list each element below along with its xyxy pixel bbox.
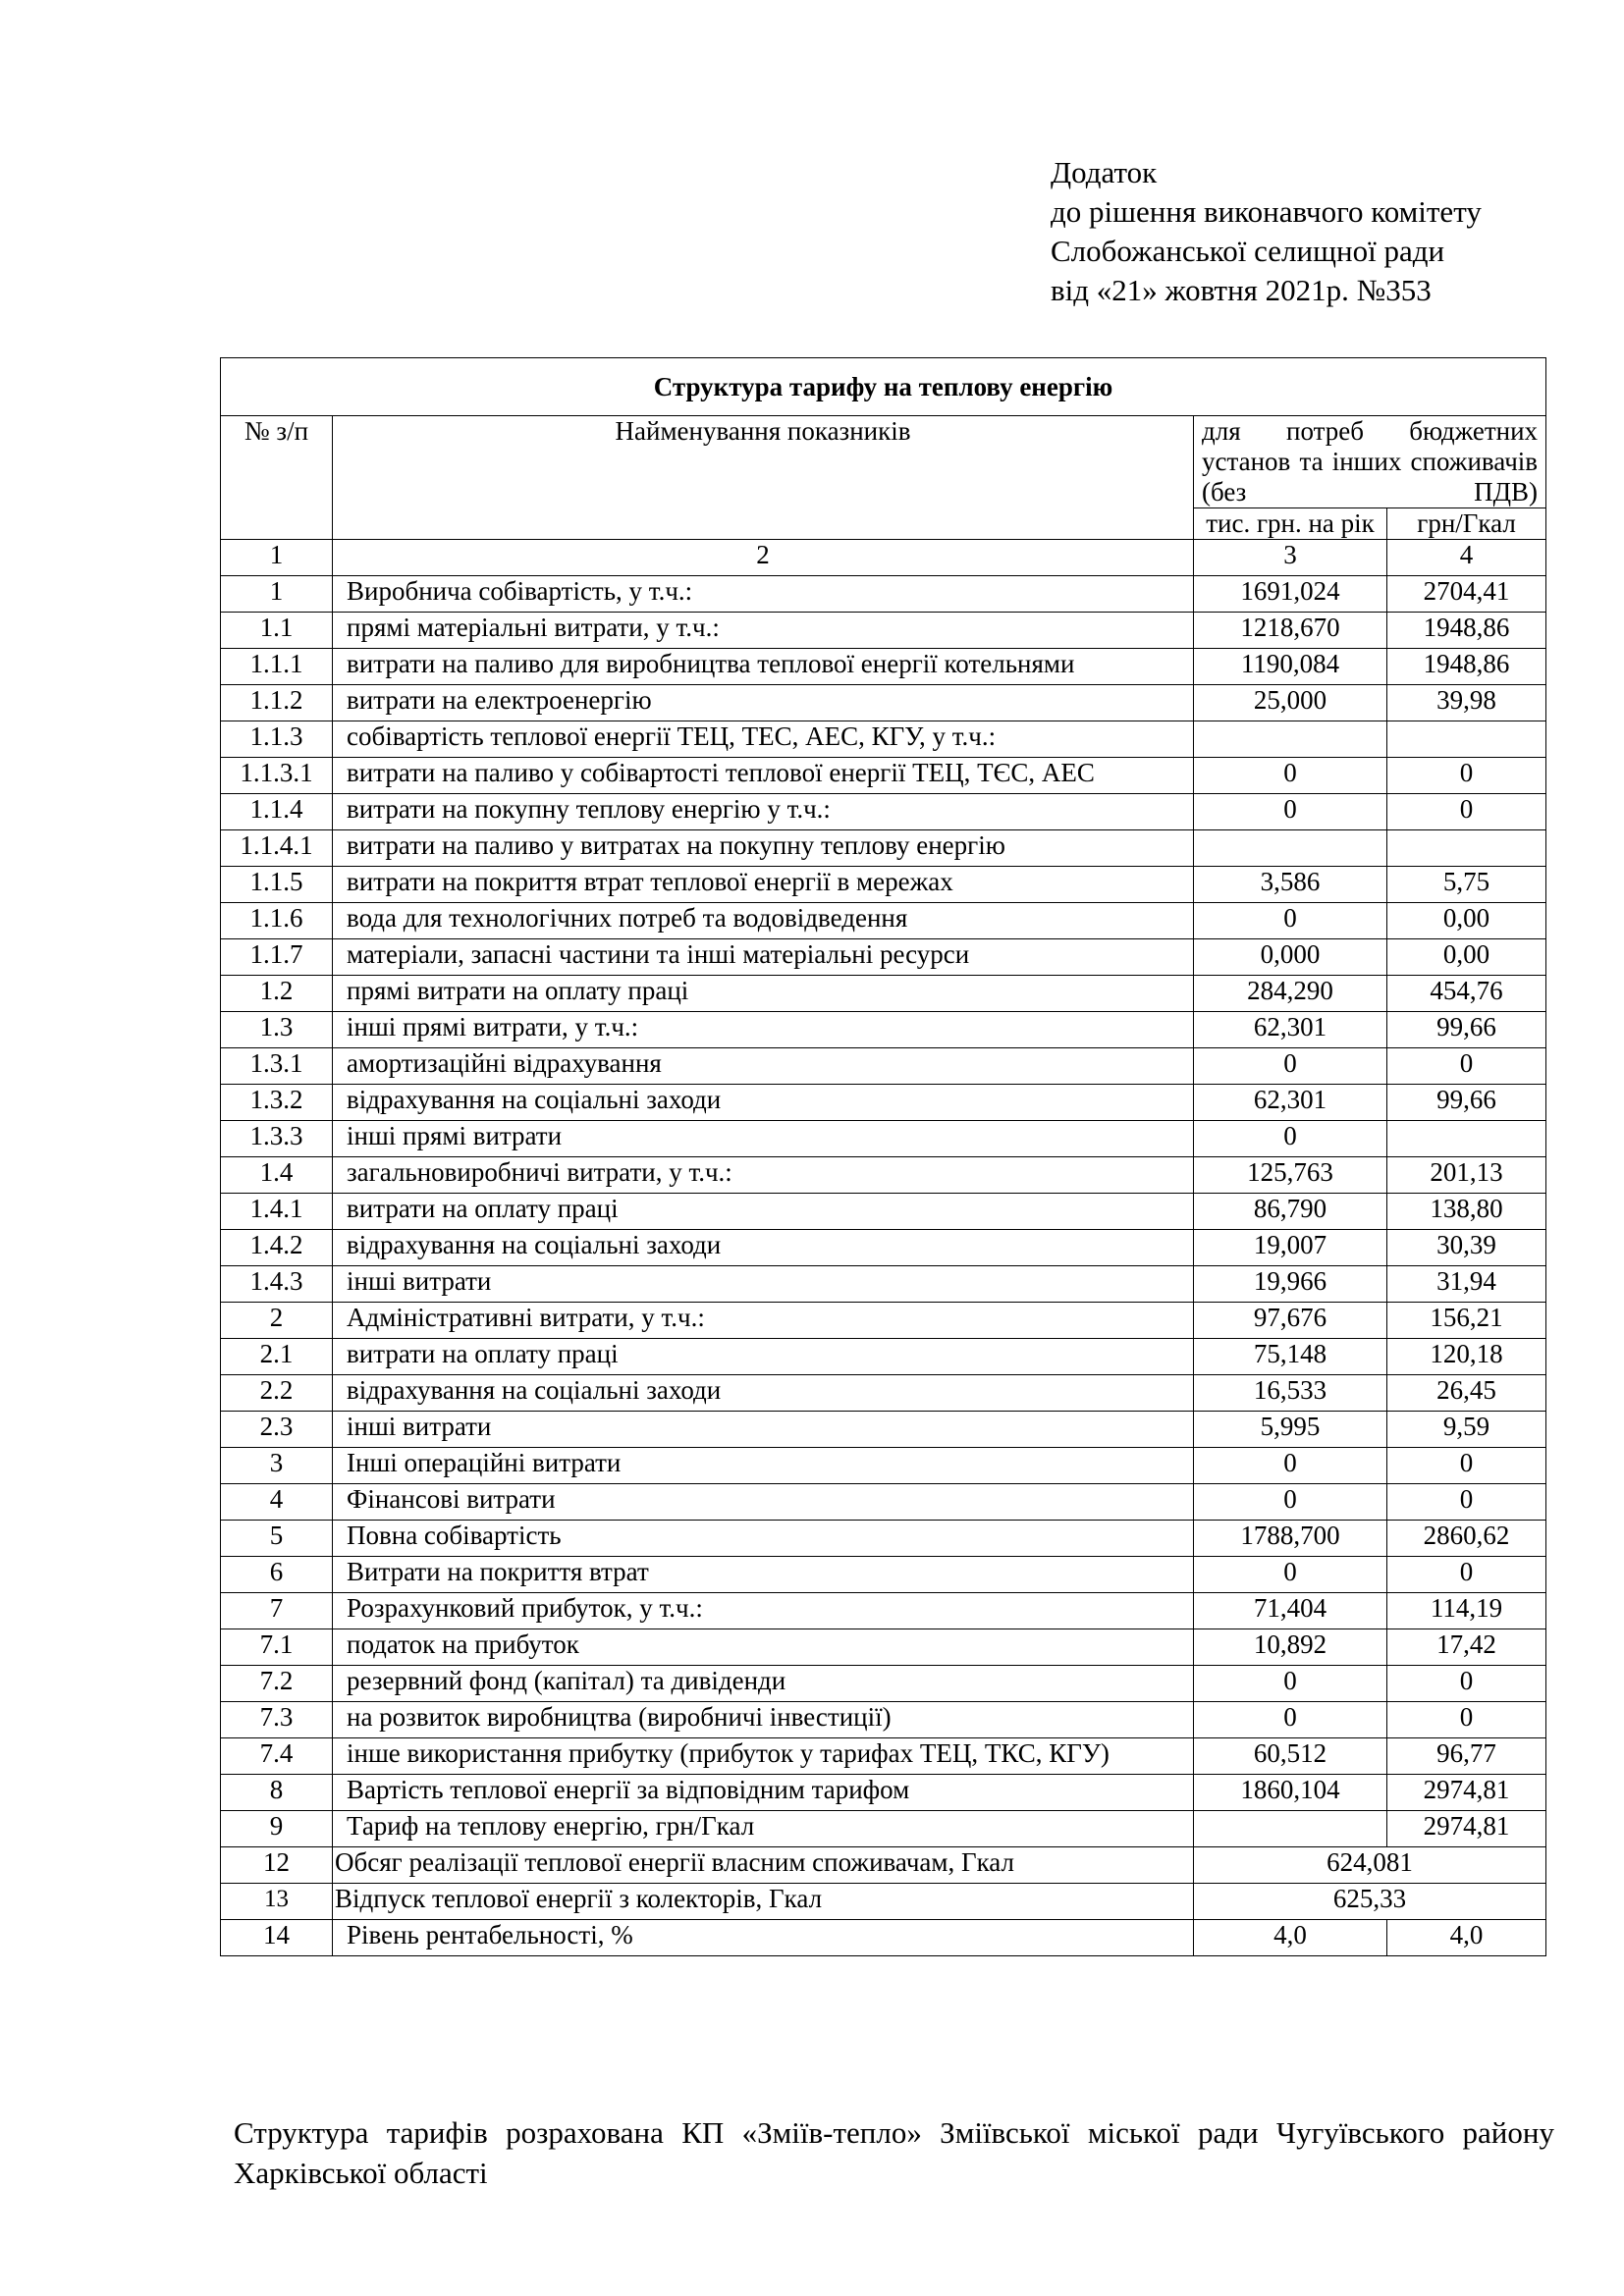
row-number: 1.4.1 (221, 1194, 333, 1230)
row-number: 7.4 (221, 1738, 333, 1775)
table-row (221, 758, 1546, 794)
row-value-uah-gcal: 4,0 (1387, 1920, 1546, 1956)
row-name: Інші операційні витрати (333, 1448, 1194, 1484)
row-name: інші витрати (333, 1266, 1194, 1303)
col-header-name: Найменування показників (333, 416, 1194, 540)
row-name: Розрахунковий прибуток, у т.ч.: (333, 1593, 1194, 1629)
table-title: Структура тарифу на теплову енергію (221, 358, 1546, 416)
row-name: вода для технологічних потреб та водовідведення (333, 903, 1194, 939)
row-name: матеріали, запасні частини та інші матеріальні ресурси (333, 939, 1194, 976)
row-number: 1.1.7 (221, 939, 333, 976)
table-row (221, 576, 1546, 613)
table-row (221, 1375, 1546, 1412)
row-value-thousand-uah: 62,301 (1194, 1012, 1387, 1048)
row-name: Рівень рентабельності, % (333, 1920, 1194, 1956)
col-header-number: № з/п (221, 416, 333, 540)
row-name: витрати на паливо у витратах на покупну теплову енергію (333, 830, 1194, 867)
row-value-thousand-uah (1194, 830, 1387, 867)
row-name: прямі витрати на оплату праці (333, 976, 1194, 1012)
row-number: 1.4.3 (221, 1266, 333, 1303)
row-value-uah-gcal: 0 (1387, 1557, 1546, 1593)
row-value-uah-gcal: 1948,86 (1387, 649, 1546, 685)
row-number: 13 (221, 1884, 333, 1920)
row-number: 5 (221, 1521, 333, 1557)
row-value-thousand-uah: 10,892 (1194, 1629, 1387, 1666)
row-value-uah-gcal: 31,94 (1387, 1266, 1546, 1303)
row-value-thousand-uah: 125,763 (1194, 1157, 1387, 1194)
table-row (221, 867, 1546, 903)
index-cell: 3 (1194, 540, 1387, 576)
header-line: від «21» жовтня 2021р. №353 (1051, 273, 1432, 307)
col-header-uah-gcal: грн/Гкал (1387, 508, 1546, 540)
row-number: 2.2 (221, 1375, 333, 1412)
row-number: 1.4.2 (221, 1230, 333, 1266)
row-name: витрати на оплату праці (333, 1339, 1194, 1375)
table-row (221, 685, 1546, 721)
table-row (221, 1666, 1546, 1702)
row-name: собівартість теплової енергії ТЕЦ, ТЕС, АЕС, КГУ, у т.ч.: (333, 721, 1194, 758)
table-row (221, 613, 1546, 649)
row-value-uah-gcal: 138,80 (1387, 1194, 1546, 1230)
row-name: Обсяг реалізації теплової енергії власним споживачам, Гкал (333, 1847, 1194, 1884)
row-name: відрахування на соціальні заходи (333, 1230, 1194, 1266)
row-name: витрати на оплату праці (333, 1194, 1194, 1230)
header-line: Додаток (1051, 155, 1158, 189)
row-value-uah-gcal: 2860,62 (1387, 1521, 1546, 1557)
row-name: Виробнича собівартість, у т.ч.: (333, 576, 1194, 613)
row-number: 1.4 (221, 1157, 333, 1194)
table-row (221, 1811, 1546, 1847)
row-value-thousand-uah: 0 (1194, 1484, 1387, 1521)
row-value-thousand-uah: 284,290 (1194, 976, 1387, 1012)
row-number: 1.3 (221, 1012, 333, 1048)
row-name: Відпуск теплової енергії з колекторів, Гкал (333, 1884, 1194, 1920)
row-number: 1.1.1 (221, 649, 333, 685)
table-row (221, 1629, 1546, 1666)
table-row (221, 1121, 1546, 1157)
table-row (221, 1339, 1546, 1375)
row-value-uah-gcal: 39,98 (1387, 685, 1546, 721)
row-name: Адміністративні витрати, у т.ч.: (333, 1303, 1194, 1339)
row-value-uah-gcal: 2974,81 (1387, 1811, 1546, 1847)
table-row (221, 1048, 1546, 1085)
row-value-thousand-uah: 0 (1194, 1121, 1387, 1157)
row-value-merged: 625,33 (1194, 1884, 1546, 1920)
row-number: 1.3.1 (221, 1048, 333, 1085)
table-row (221, 1593, 1546, 1629)
row-number: 1.1.6 (221, 903, 333, 939)
row-value-uah-gcal: 99,66 (1387, 1012, 1546, 1048)
row-name: відрахування на соціальні заходи (333, 1085, 1194, 1121)
row-value-thousand-uah: 1860,104 (1194, 1775, 1387, 1811)
row-value-thousand-uah: 4,0 (1194, 1920, 1387, 1956)
row-number: 2.1 (221, 1339, 333, 1375)
row-number: 1.1.4.1 (221, 830, 333, 867)
table-row (221, 1521, 1546, 1557)
row-value-uah-gcal: 0 (1387, 794, 1546, 830)
row-value-thousand-uah: 0 (1194, 1557, 1387, 1593)
row-value-thousand-uah: 5,995 (1194, 1412, 1387, 1448)
row-number: 14 (221, 1920, 333, 1956)
index-cell: 1 (221, 540, 333, 576)
row-value-thousand-uah: 62,301 (1194, 1085, 1387, 1121)
header-line: до рішення виконавчого комітету (1051, 194, 1482, 229)
table-row (221, 649, 1546, 685)
row-value-thousand-uah: 16,533 (1194, 1375, 1387, 1412)
row-value-thousand-uah: 75,148 (1194, 1339, 1387, 1375)
row-name: Повна собівартість (333, 1521, 1194, 1557)
row-number: 3 (221, 1448, 333, 1484)
row-number: 7.1 (221, 1629, 333, 1666)
table-row (221, 1920, 1546, 1956)
row-name: амортизаційні відрахування (333, 1048, 1194, 1085)
row-value-thousand-uah: 0,000 (1194, 939, 1387, 976)
row-value-uah-gcal: 201,13 (1387, 1157, 1546, 1194)
row-value-uah-gcal: 1948,86 (1387, 613, 1546, 649)
table-row (221, 830, 1546, 867)
row-value-thousand-uah: 0 (1194, 758, 1387, 794)
row-value-uah-gcal: 0 (1387, 1448, 1546, 1484)
row-value-thousand-uah: 1218,670 (1194, 613, 1387, 649)
row-name: витрати на електроенергію (333, 685, 1194, 721)
row-value-thousand-uah: 86,790 (1194, 1194, 1387, 1230)
row-value-thousand-uah: 71,404 (1194, 1593, 1387, 1629)
row-value-thousand-uah: 19,007 (1194, 1230, 1387, 1266)
row-name: податок на прибуток (333, 1629, 1194, 1666)
row-value-uah-gcal: 0 (1387, 1666, 1546, 1702)
header-line: Слобожанської селищної ради (1051, 234, 1445, 268)
row-value-thousand-uah (1194, 1811, 1387, 1847)
table-row (221, 1484, 1546, 1521)
row-name: інші прямі витрати (333, 1121, 1194, 1157)
row-number: 7 (221, 1593, 333, 1629)
row-value-uah-gcal: 120,18 (1387, 1339, 1546, 1375)
row-name: прямі матеріальні витрати, у т.ч.: (333, 613, 1194, 649)
row-value-thousand-uah: 1190,084 (1194, 649, 1387, 685)
row-name: Фінансові витрати (333, 1484, 1194, 1521)
table-row (221, 721, 1546, 758)
row-number: 2.3 (221, 1412, 333, 1448)
row-number: 1.1.5 (221, 867, 333, 903)
row-value-uah-gcal: 0 (1387, 758, 1546, 794)
table-row (221, 939, 1546, 976)
row-value-merged: 624,081 (1194, 1847, 1546, 1884)
row-value-thousand-uah: 97,676 (1194, 1303, 1387, 1339)
row-number: 1.3.3 (221, 1121, 333, 1157)
row-number: 1.1.3 (221, 721, 333, 758)
row-value-thousand-uah: 19,966 (1194, 1266, 1387, 1303)
row-number: 4 (221, 1484, 333, 1521)
row-number: 2 (221, 1303, 333, 1339)
row-number: 1.3.2 (221, 1085, 333, 1121)
row-value-uah-gcal: 5,75 (1387, 867, 1546, 903)
row-value-thousand-uah: 60,512 (1194, 1738, 1387, 1775)
row-number: 7.2 (221, 1666, 333, 1702)
row-value-thousand-uah (1194, 721, 1387, 758)
table-row (221, 1702, 1546, 1738)
table-row (221, 1738, 1546, 1775)
row-name: загальновиробничі витрати, у т.ч.: (333, 1157, 1194, 1194)
index-cell: 2 (333, 540, 1194, 576)
row-name: Витрати на покриття втрат (333, 1557, 1194, 1593)
row-number: 1.1.3.1 (221, 758, 333, 794)
row-value-uah-gcal: 0 (1387, 1702, 1546, 1738)
table-row (221, 1266, 1546, 1303)
row-value-uah-gcal: 99,66 (1387, 1085, 1546, 1121)
table-row (221, 1847, 1546, 1884)
table-row (221, 1448, 1546, 1484)
table-row (221, 1230, 1546, 1266)
row-value-uah-gcal (1387, 830, 1546, 867)
appendix-header (1051, 153, 1482, 310)
table-row (221, 1775, 1546, 1811)
table-row (221, 976, 1546, 1012)
row-value-uah-gcal: 0,00 (1387, 939, 1546, 976)
col-header-group: для потреб бюджетних установ та інших споживачів (без ПДВ) (1194, 416, 1546, 508)
table-row (221, 1085, 1546, 1121)
row-value-uah-gcal: 0 (1387, 1484, 1546, 1521)
row-value-thousand-uah: 0 (1194, 1666, 1387, 1702)
row-value-thousand-uah: 0 (1194, 1448, 1387, 1484)
row-value-thousand-uah: 1691,024 (1194, 576, 1387, 613)
row-value-thousand-uah: 1788,700 (1194, 1521, 1387, 1557)
row-value-uah-gcal: 96,77 (1387, 1738, 1546, 1775)
row-value-uah-gcal: 156,21 (1387, 1303, 1546, 1339)
row-name: інші витрати (333, 1412, 1194, 1448)
row-name: витрати на паливо у собівартості теплової енергії ТЕЦ, ТЄС, АЕС (333, 758, 1194, 794)
row-value-uah-gcal: 9,59 (1387, 1412, 1546, 1448)
row-name: на розвиток виробництва (виробничі інвестиції) (333, 1702, 1194, 1738)
row-value-uah-gcal: 26,45 (1387, 1375, 1546, 1412)
row-number: 9 (221, 1811, 333, 1847)
row-value-thousand-uah: 0 (1194, 903, 1387, 939)
row-value-uah-gcal: 2704,41 (1387, 576, 1546, 613)
table-row (221, 794, 1546, 830)
row-value-uah-gcal (1387, 1121, 1546, 1157)
row-name: Тариф на теплову енергію, грн/Гкал (333, 1811, 1194, 1847)
table-row (221, 1303, 1546, 1339)
table-row (221, 1157, 1546, 1194)
table-row (221, 1884, 1546, 1920)
row-number: 12 (221, 1847, 333, 1884)
row-name: витрати на покриття втрат теплової енергії в мережах (333, 867, 1194, 903)
row-number: 1.1.2 (221, 685, 333, 721)
row-number: 6 (221, 1557, 333, 1593)
row-value-uah-gcal: 114,19 (1387, 1593, 1546, 1629)
row-value-thousand-uah: 0 (1194, 1702, 1387, 1738)
row-value-uah-gcal: 2974,81 (1387, 1775, 1546, 1811)
row-number: 1.1 (221, 613, 333, 649)
row-value-uah-gcal (1387, 721, 1546, 758)
row-number: 7.3 (221, 1702, 333, 1738)
row-value-uah-gcal: 30,39 (1387, 1230, 1546, 1266)
row-name: витрати на паливо для виробництва теплової енергії котельнями (333, 649, 1194, 685)
table-row (221, 903, 1546, 939)
row-value-thousand-uah: 3,586 (1194, 867, 1387, 903)
tariff-structure-table (220, 357, 1546, 1956)
row-value-thousand-uah: 0 (1194, 1048, 1387, 1085)
row-number: 1 (221, 576, 333, 613)
row-value-uah-gcal: 0 (1387, 1048, 1546, 1085)
table-row (221, 1194, 1546, 1230)
row-value-thousand-uah: 25,000 (1194, 685, 1387, 721)
row-number: 8 (221, 1775, 333, 1811)
row-number: 1.2 (221, 976, 333, 1012)
row-number: 1.1.4 (221, 794, 333, 830)
table-row (221, 1012, 1546, 1048)
row-value-thousand-uah: 0 (1194, 794, 1387, 830)
row-value-uah-gcal: 17,42 (1387, 1629, 1546, 1666)
col-header-thousand-uah: тис. грн. на рік (1194, 508, 1387, 540)
row-name: витрати на покупну теплову енергію у т.ч.: (333, 794, 1194, 830)
row-name: інше використання прибутку (прибуток у тарифах ТЕЦ, ТКС, КГУ) (333, 1738, 1194, 1775)
table-row (221, 1412, 1546, 1448)
footer-note: Структура тарифів розрахована КП «Зміїв-тепло» Зміївської міської ради Чугуївського району Харківської області (234, 2115, 1554, 2190)
row-name: відрахування на соціальні заходи (333, 1375, 1194, 1412)
index-cell: 4 (1387, 540, 1546, 576)
row-name: інші прямі витрати, у т.ч.: (333, 1012, 1194, 1048)
row-value-uah-gcal: 454,76 (1387, 976, 1546, 1012)
table-row (221, 1557, 1546, 1593)
row-name: Вартість теплової енергії за відповідним тарифом (333, 1775, 1194, 1811)
row-name: резервний фонд (капітал) та дивіденди (333, 1666, 1194, 1702)
row-value-uah-gcal: 0,00 (1387, 903, 1546, 939)
